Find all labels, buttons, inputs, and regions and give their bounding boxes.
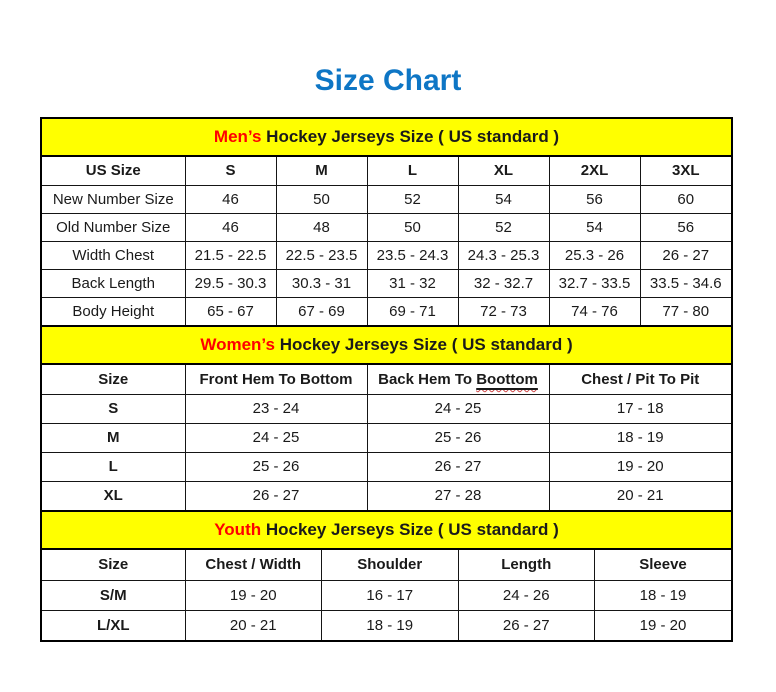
mens-column-header: M <box>276 157 367 185</box>
mens-value-cell: 54 <box>549 213 640 241</box>
womens-value-cell: 18 - 19 <box>549 423 731 452</box>
youth-section-banner <box>42 510 731 550</box>
mens-size-table <box>42 157 731 325</box>
mens-value-cell: 74 - 76 <box>549 297 640 325</box>
mens-value-cell: 26 - 27 <box>640 241 731 269</box>
mens-value-cell: 52 <box>458 213 549 241</box>
mens-value-cell: 56 <box>640 213 731 241</box>
youth-banner-text: Hockey Jerseys Size ( US standard ) <box>261 520 559 539</box>
womens-column-header-text: Back Hem To <box>378 370 477 388</box>
youth-column-header: Sleeve <box>595 550 732 580</box>
womens-table-row <box>42 423 731 452</box>
mens-banner-text: Hockey Jerseys Size ( US standard ) <box>261 127 560 146</box>
womens-value-cell: 19 - 20 <box>549 452 731 481</box>
womens-value-cell: 26 - 27 <box>367 452 549 481</box>
mens-column-header: 3XL <box>640 157 731 185</box>
mens-value-cell: 50 <box>367 213 458 241</box>
mens-value-cell: 33.5 - 34.6 <box>640 269 731 297</box>
womens-row-label: XL <box>42 481 185 510</box>
mens-value-cell: 32.7 - 33.5 <box>549 269 640 297</box>
mens-value-cell: 29.5 - 30.3 <box>185 269 276 297</box>
youth-table-row <box>42 580 731 610</box>
size-chart <box>40 117 733 642</box>
womens-value-cell: 20 - 21 <box>549 481 731 510</box>
mens-table-row <box>42 213 731 241</box>
youth-column-header: Chest / Width <box>185 550 322 580</box>
youth-column-header: Shoulder <box>322 550 459 580</box>
mens-header-row <box>42 157 731 185</box>
mens-column-header: XL <box>458 157 549 185</box>
womens-banner-highlight: Women’s <box>200 335 275 354</box>
womens-table-row <box>42 481 731 510</box>
youth-value-cell: 18 - 19 <box>595 580 732 610</box>
page-title: Size Chart <box>314 64 462 97</box>
mens-row-label: Width Chest <box>42 241 185 269</box>
mens-value-cell: 46 <box>185 185 276 213</box>
mens-value-cell: 21.5 - 22.5 <box>185 241 276 269</box>
mens-row-label: Back Length <box>42 269 185 297</box>
mens-column-header: S <box>185 157 276 185</box>
youth-value-cell: 18 - 19 <box>322 610 459 640</box>
youth-value-cell: 19 - 20 <box>185 580 322 610</box>
womens-row-label: L <box>42 452 185 481</box>
womens-header-row <box>42 365 731 394</box>
womens-value-cell: 17 - 18 <box>549 394 731 423</box>
mens-section-banner <box>42 119 731 157</box>
youth-value-cell: 19 - 20 <box>595 610 732 640</box>
womens-column-header: Chest / Pit To Pit <box>549 365 731 394</box>
womens-column-header: Front Hem To Bottom <box>185 365 367 394</box>
mens-value-cell: 65 - 67 <box>185 297 276 325</box>
mens-value-cell: 56 <box>549 185 640 213</box>
youth-size-table <box>42 550 731 640</box>
mens-table-row <box>42 241 731 269</box>
mens-table-row <box>42 269 731 297</box>
womens-size-table <box>42 365 731 510</box>
mens-value-cell: 72 - 73 <box>458 297 549 325</box>
womens-value-cell: 26 - 27 <box>185 481 367 510</box>
mens-row-label: Body Height <box>42 297 185 325</box>
youth-value-cell: 24 - 26 <box>458 580 595 610</box>
mens-value-cell: 25.3 - 26 <box>549 241 640 269</box>
womens-value-cell: 23 - 24 <box>185 394 367 423</box>
mens-value-cell: 24.3 - 25.3 <box>458 241 549 269</box>
womens-value-cell: 25 - 26 <box>367 423 549 452</box>
mens-column-header: 2XL <box>549 157 640 185</box>
mens-column-header: US Size <box>42 157 185 185</box>
youth-column-header: Size <box>42 550 185 580</box>
mens-value-cell: 32 - 32.7 <box>458 269 549 297</box>
youth-column-header: Length <box>458 550 595 580</box>
youth-table-row <box>42 610 731 640</box>
mens-value-cell: 54 <box>458 185 549 213</box>
mens-value-cell: 50 <box>276 185 367 213</box>
mens-value-cell: 67 - 69 <box>276 297 367 325</box>
mens-value-cell: 60 <box>640 185 731 213</box>
spellcheck-squiggle <box>476 371 538 388</box>
youth-row-label: S/M <box>42 580 185 610</box>
youth-header-row <box>42 550 731 580</box>
mens-value-cell: 30.3 - 31 <box>276 269 367 297</box>
mens-value-cell: 31 - 32 <box>367 269 458 297</box>
womens-value-cell: 24 - 25 <box>185 423 367 452</box>
womens-value-cell: 25 - 26 <box>185 452 367 481</box>
mens-row-label: Old Number Size <box>42 213 185 241</box>
mens-column-header: L <box>367 157 458 185</box>
womens-value-cell: 27 - 28 <box>367 481 549 510</box>
womens-row-label: M <box>42 423 185 452</box>
womens-value-cell: 24 - 25 <box>367 394 549 423</box>
youth-value-cell: 20 - 21 <box>185 610 322 640</box>
womens-section-banner <box>42 325 731 365</box>
mens-value-cell: 52 <box>367 185 458 213</box>
womens-column-header-misspelled-word: Boottom <box>476 370 538 388</box>
mens-value-cell: 69 - 71 <box>367 297 458 325</box>
mens-value-cell: 48 <box>276 213 367 241</box>
womens-banner-text: Hockey Jerseys Size ( US standard ) <box>274 335 573 354</box>
youth-value-cell: 16 - 17 <box>322 580 459 610</box>
youth-banner-highlight: Youth <box>214 520 262 539</box>
mens-table-row <box>42 185 731 213</box>
womens-table-row <box>42 452 731 481</box>
youth-row-label: L/XL <box>42 610 185 640</box>
mens-banner-highlight: Men’s <box>213 127 262 146</box>
youth-value-cell: 26 - 27 <box>458 610 595 640</box>
mens-table-row <box>42 297 731 325</box>
womens-column-header <box>367 365 549 394</box>
womens-table-row <box>42 394 731 423</box>
womens-column-header: Size <box>42 365 185 394</box>
mens-row-label: New Number Size <box>42 185 185 213</box>
mens-value-cell: 23.5 - 24.3 <box>367 241 458 269</box>
mens-value-cell: 22.5 - 23.5 <box>276 241 367 269</box>
mens-value-cell: 46 <box>185 213 276 241</box>
mens-value-cell: 77 - 80 <box>640 297 731 325</box>
womens-row-label: S <box>42 394 185 423</box>
